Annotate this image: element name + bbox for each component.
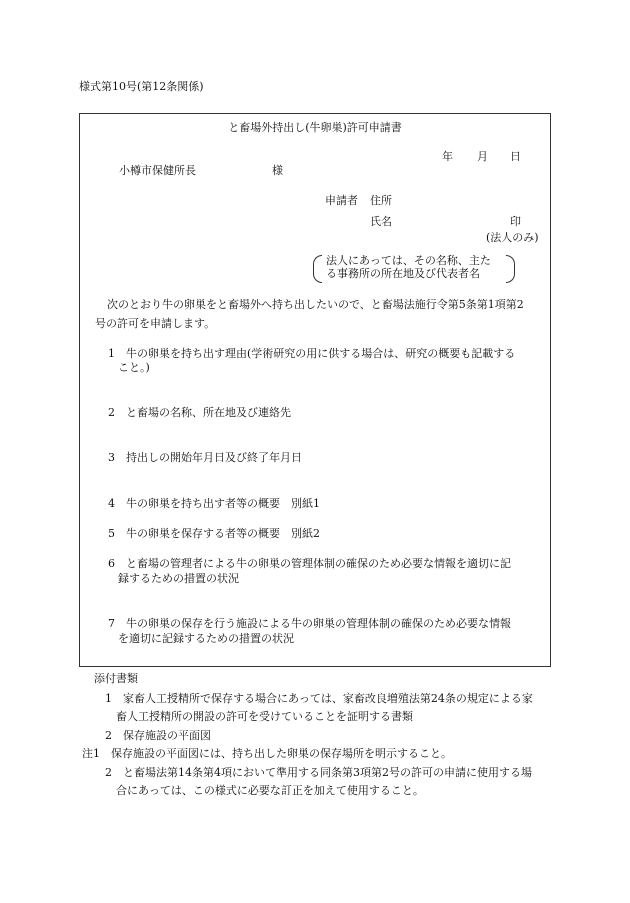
item-3: 3 持出しの開始年月日及び終了年月日 — [108, 451, 302, 464]
date-year: 年 — [442, 150, 453, 163]
addressee-honorific: 様 — [272, 164, 283, 177]
note-2-line2: 合にあっては、この様式に必要な訂正を加えて使用すること。 — [116, 784, 424, 797]
form-title: と畜場外持出し(牛卵巣)許可申請書 — [228, 121, 402, 134]
attachment-1-line2: 畜人工授精所の開設の許可を受けていることを証明する書類 — [116, 710, 413, 723]
item-1-line1: 1 牛の卵巣を持ち出す理由(学術研究の用に供する場合は、研究の概要も記載する — [108, 347, 516, 360]
body-text-line1: 次のとおり牛の卵巣をと畜場外へ持ち出したいので、と畜場法施行令第5条第1項第2 — [107, 298, 524, 311]
item-1-line2: こと。) — [118, 361, 150, 374]
attachment-2: 2 保存施設の平面図 — [105, 729, 211, 742]
name-label: 氏名 — [370, 215, 392, 228]
item-2: 2 と畜場の名称、所在地及び連絡先 — [108, 406, 291, 419]
date-month: 月 — [477, 150, 488, 163]
attachments-heading: 添付書類 — [94, 672, 138, 685]
seal-mark: 印 — [510, 215, 521, 228]
addressee-name: 小樽市保健所長 — [119, 164, 196, 177]
form-number: 様式第10号(第12条関係) — [79, 80, 204, 93]
attachment-1-line1: 1 家畜人工授精所で保存する場合にあっては、家畜改良増殖法第24条の規定による家 — [105, 692, 533, 705]
item-5: 5 牛の卵巣を保存する者等の概要 別紙2 — [108, 527, 320, 540]
corp-note-line2: る事務所の所在地及び代表者名 — [326, 267, 480, 280]
item-7-line2: を適切に記録するための措置の状況 — [118, 632, 294, 645]
corp-note-line1: 法人にあっては、その名称、主た — [326, 254, 491, 267]
item-6-line1: 6 と畜場の管理者による牛の卵巣の管理体制の確保のため必要な情報を適切に記 — [108, 557, 511, 570]
note-2-line1: 2 と畜場法第14条第4項において準用する同条第3項第2号の許可の申請に使用する場 — [105, 766, 532, 779]
date-day: 日 — [510, 150, 521, 163]
note-bracket-left — [313, 255, 322, 283]
item-7-line1: 7 牛の卵巣の保存を行う施設による牛の卵巣の管理体制の確保のため必要な情報 — [108, 617, 511, 630]
item-6-line2: 録するための措置の状況 — [118, 572, 239, 585]
seal-note: (法人のみ) — [486, 231, 539, 244]
note-1: 注1 保存施設の平面図には、持ち出した卵巣の保存場所を明示すること。 — [82, 747, 452, 760]
applicant-label: 申請者 — [325, 194, 358, 207]
body-text-line2: 号の許可を申請します。 — [95, 317, 216, 330]
address-label: 住所 — [370, 194, 392, 207]
item-4: 4 牛の卵巣を持ち出す者等の概要 別紙1 — [108, 497, 320, 510]
